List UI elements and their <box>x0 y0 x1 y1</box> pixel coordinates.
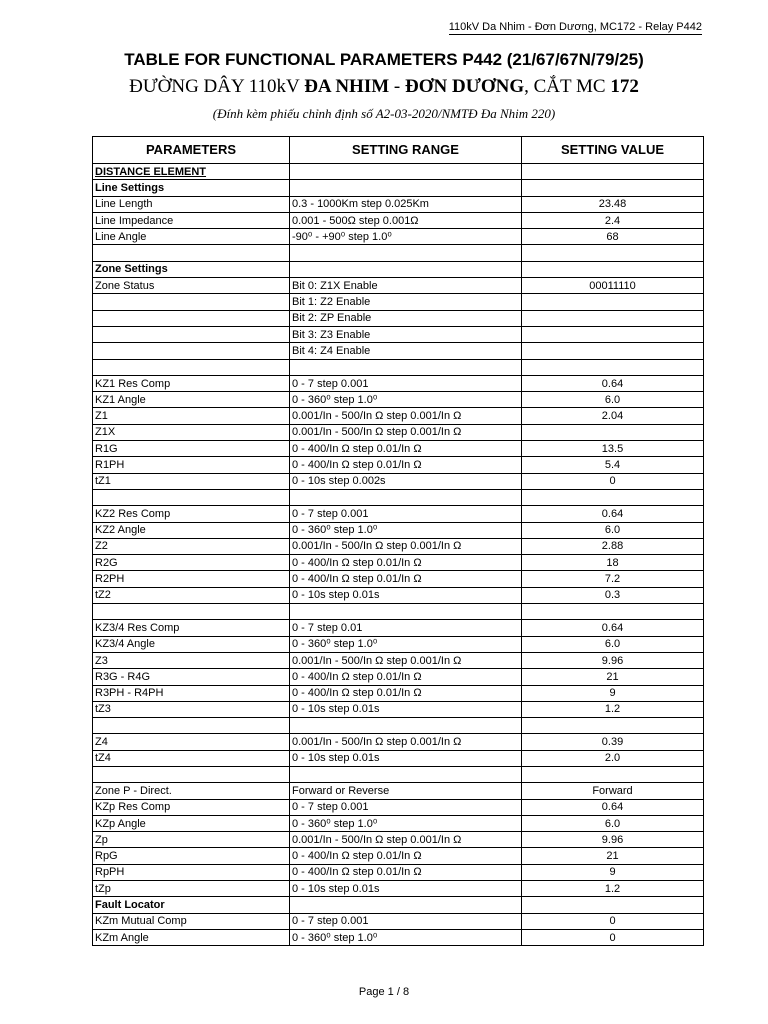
setting-value-cell <box>522 245 704 261</box>
parameter-cell: Z1X <box>93 424 290 440</box>
table-row <box>93 196 704 212</box>
setting-range-cell: 0 - 400/In Ω step 0.01/In Ω <box>290 669 522 685</box>
setting-range-cell: 0.001/In - 500/In Ω step 0.001/In Ω <box>290 734 522 750</box>
setting-range-cell: 0 - 10s step 0.002s <box>290 473 522 489</box>
parameter-cell: tZ3 <box>93 701 290 717</box>
parameter-cell <box>93 310 290 326</box>
parameter-cell: KZ3/4 Res Comp <box>93 620 290 636</box>
table-row <box>93 571 704 587</box>
setting-value-cell <box>522 180 704 196</box>
column-header-setting-range: SETTING RANGE <box>290 137 522 164</box>
parameter-cell: KZ1 Angle <box>93 392 290 408</box>
setting-value-cell <box>522 310 704 326</box>
parameter-cell: Line Impedance <box>93 212 290 228</box>
setting-value-cell <box>522 766 704 782</box>
parameter-cell: KZ3/4 Angle <box>93 636 290 652</box>
subtitle-part: ĐƯỜNG DÂY 110kV <box>129 76 305 97</box>
parameter-cell: Line Length <box>93 196 290 212</box>
table-row <box>93 620 704 636</box>
setting-range-cell: 0.001/In - 500/In Ω step 0.001/In Ω <box>290 652 522 668</box>
setting-value-cell: 0.64 <box>522 375 704 391</box>
parameter-cell: KZ2 Angle <box>93 522 290 538</box>
table-row <box>93 164 704 180</box>
table-row <box>93 783 704 799</box>
parameter-cell: Fault Locator <box>93 897 290 913</box>
setting-value-cell: 9 <box>522 685 704 701</box>
setting-range-cell: 0 - 400/In Ω step 0.01/In Ω <box>290 571 522 587</box>
setting-value-cell <box>522 343 704 359</box>
table-row <box>93 832 704 848</box>
setting-range-cell: 0.001/In - 500/In Ω step 0.001/In Ω <box>290 408 522 424</box>
setting-value-cell: 0.39 <box>522 734 704 750</box>
setting-value-cell <box>522 326 704 342</box>
parameter-cell: DISTANCE ELEMENT <box>93 164 290 180</box>
setting-range-cell: 0.001 - 500Ω step 0.001Ω <box>290 212 522 228</box>
parameter-cell: R3G - R4G <box>93 669 290 685</box>
table-row <box>93 799 704 815</box>
setting-range-cell: 0 - 400/In Ω step 0.01/In Ω <box>290 685 522 701</box>
setting-value-cell <box>522 424 704 440</box>
parameter-cell: R2PH <box>93 571 290 587</box>
setting-value-cell: 68 <box>522 229 704 245</box>
parameter-cell: R3PH - R4PH <box>93 685 290 701</box>
parameter-cell <box>93 489 290 505</box>
setting-value-cell: 23.48 <box>522 196 704 212</box>
parameter-cell <box>93 359 290 375</box>
setting-value-cell: 9.96 <box>522 832 704 848</box>
table-row <box>93 604 704 620</box>
parameter-cell <box>93 343 290 359</box>
setting-range-cell: Bit 4: Z4 Enable <box>290 343 522 359</box>
setting-range-cell: 0.001/In - 500/In Ω step 0.001/In Ω <box>290 424 522 440</box>
parameter-cell: Z2 <box>93 538 290 554</box>
subtitle-part: - <box>389 76 405 97</box>
table-row <box>93 766 704 782</box>
parameter-cell: tZ2 <box>93 587 290 603</box>
setting-range-cell: -90⁰ - +90⁰ step 1.0⁰ <box>290 229 522 245</box>
parameter-cell: R2G <box>93 555 290 571</box>
setting-range-cell <box>290 359 522 375</box>
subtitle-part: , CẮT MC <box>524 76 611 97</box>
table-row <box>93 734 704 750</box>
setting-value-cell: 6.0 <box>522 636 704 652</box>
table-row <box>93 278 704 294</box>
parameter-cell: Z4 <box>93 734 290 750</box>
subtitle-part-bold: 172 <box>610 76 639 97</box>
setting-value-cell <box>522 489 704 505</box>
setting-value-cell: 18 <box>522 555 704 571</box>
parameter-cell: Z3 <box>93 652 290 668</box>
parameter-cell: Zone Settings <box>93 261 290 277</box>
setting-value-cell: 1.2 <box>522 701 704 717</box>
table-row <box>93 913 704 929</box>
parameter-cell: KZp Angle <box>93 815 290 831</box>
parameter-cell: KZm Mutual Comp <box>93 913 290 929</box>
setting-value-cell: 1.2 <box>522 881 704 897</box>
setting-value-cell <box>522 164 704 180</box>
setting-range-cell <box>290 261 522 277</box>
table-row <box>93 555 704 571</box>
setting-range-cell: 0 - 10s step 0.01s <box>290 750 522 766</box>
setting-range-cell: 0 - 360⁰ step 1.0⁰ <box>290 929 522 945</box>
setting-value-cell: 2.04 <box>522 408 704 424</box>
setting-value-cell: 0.3 <box>522 587 704 603</box>
table-row <box>93 897 704 913</box>
table-row <box>93 457 704 473</box>
page-title: TABLE FOR FUNCTIONAL PARAMETERS P442 (21/67/67N/79/25) <box>124 50 644 69</box>
setting-value-cell: 21 <box>522 848 704 864</box>
setting-range-cell: 0 - 10s step 0.01s <box>290 881 522 897</box>
parameter-cell: RpG <box>93 848 290 864</box>
setting-range-cell: Bit 2: ZP Enable <box>290 310 522 326</box>
setting-range-cell: 0 - 400/In Ω step 0.01/In Ω <box>290 864 522 880</box>
parameter-cell: KZ1 Res Comp <box>93 375 290 391</box>
parameter-cell <box>93 326 290 342</box>
setting-range-cell: 0 - 10s step 0.01s <box>290 587 522 603</box>
setting-range-cell: 0 - 10s step 0.01s <box>290 701 522 717</box>
parameter-cell <box>93 245 290 261</box>
setting-range-cell: 0 - 7 step 0.001 <box>290 913 522 929</box>
setting-range-cell: 0 - 7 step 0.001 <box>290 506 522 522</box>
parameter-cell: tZp <box>93 881 290 897</box>
parameter-cell: KZ2 Res Comp <box>93 506 290 522</box>
table-row <box>93 473 704 489</box>
setting-value-cell: 2.88 <box>522 538 704 554</box>
parameter-cell: Line Angle <box>93 229 290 245</box>
setting-value-cell: 6.0 <box>522 522 704 538</box>
setting-range-cell <box>290 180 522 196</box>
table-header-row <box>93 137 704 164</box>
table-row <box>93 212 704 228</box>
table-row <box>93 408 704 424</box>
parameter-cell: R1PH <box>93 457 290 473</box>
table-row <box>93 685 704 701</box>
setting-range-cell: 0 - 7 step 0.01 <box>290 620 522 636</box>
parameter-cell <box>93 718 290 734</box>
table-row <box>93 538 704 554</box>
parameter-cell <box>93 604 290 620</box>
parameter-cell: KZm Angle <box>93 929 290 945</box>
table-body <box>93 164 704 946</box>
table-row <box>93 326 704 342</box>
parameter-cell: tZ1 <box>93 473 290 489</box>
setting-value-cell: 7.2 <box>522 571 704 587</box>
setting-range-cell: Bit 3: Z3 Enable <box>290 326 522 342</box>
setting-range-cell: 0 - 7 step 0.001 <box>290 375 522 391</box>
table-row <box>93 294 704 310</box>
setting-value-cell: 0.64 <box>522 799 704 815</box>
table-row <box>93 245 704 261</box>
setting-range-cell: Forward or Reverse <box>290 783 522 799</box>
setting-range-cell: 0 - 400/In Ω step 0.01/In Ω <box>290 457 522 473</box>
table-row <box>93 310 704 326</box>
setting-range-cell: 0 - 360⁰ step 1.0⁰ <box>290 522 522 538</box>
subtitle-part-bold: ĐƠN DƯƠNG <box>405 76 525 97</box>
setting-value-cell <box>522 897 704 913</box>
table-row <box>93 441 704 457</box>
attachment-note: (Đính kèm phiếu chỉnh định số A2-03-2020/NMTĐ Đa Nhim 220) <box>212 106 556 121</box>
setting-value-cell: 13.5 <box>522 441 704 457</box>
table-row <box>93 864 704 880</box>
table-row <box>93 424 704 440</box>
table-row <box>93 815 704 831</box>
table-row <box>93 750 704 766</box>
parameter-cell <box>93 294 290 310</box>
table-row <box>93 848 704 864</box>
setting-value-cell: 9.96 <box>522 652 704 668</box>
setting-value-cell <box>522 604 704 620</box>
setting-value-cell: 0 <box>522 473 704 489</box>
setting-range-cell: 0.001/In - 500/In Ω step 0.001/In Ω <box>290 538 522 554</box>
column-header-parameters: PARAMETERS <box>93 137 290 164</box>
setting-range-cell: 0 - 400/In Ω step 0.01/In Ω <box>290 441 522 457</box>
setting-value-cell: 0.64 <box>522 506 704 522</box>
document-header: 110kV Da Nhim - Đơn Dương, MC172 - Relay P442 <box>448 21 702 33</box>
setting-range-cell: 0.3 - 1000Km step 0.025Km <box>290 196 522 212</box>
table-row <box>93 229 704 245</box>
setting-range-cell: 0.001/In - 500/In Ω step 0.001/In Ω <box>290 832 522 848</box>
setting-value-cell: Forward <box>522 783 704 799</box>
parameter-cell: Zone P - Direct. <box>93 783 290 799</box>
table-row <box>93 180 704 196</box>
table-row <box>93 652 704 668</box>
table-row <box>93 375 704 391</box>
parameter-cell: R1G <box>93 441 290 457</box>
setting-value-cell: 6.0 <box>522 815 704 831</box>
setting-range-cell: 0 - 360⁰ step 1.0⁰ <box>290 636 522 652</box>
setting-range-cell <box>290 245 522 261</box>
table-row <box>93 522 704 538</box>
setting-range-cell <box>290 718 522 734</box>
table-row <box>93 669 704 685</box>
setting-value-cell: 0 <box>522 929 704 945</box>
setting-range-cell: 0 - 400/In Ω step 0.01/In Ω <box>290 848 522 864</box>
setting-range-cell: 0 - 360⁰ step 1.0⁰ <box>290 815 522 831</box>
column-header-setting-value: SETTING VALUE <box>522 137 704 164</box>
setting-value-cell: 2.0 <box>522 750 704 766</box>
parameter-cell: tZ4 <box>93 750 290 766</box>
setting-value-cell: 21 <box>522 669 704 685</box>
page-subtitle <box>0 76 768 98</box>
table-row <box>93 489 704 505</box>
table-row <box>93 359 704 375</box>
parameter-cell <box>93 766 290 782</box>
setting-range-cell: 0 - 360⁰ step 1.0⁰ <box>290 392 522 408</box>
table-row <box>93 929 704 945</box>
setting-range-cell <box>290 897 522 913</box>
setting-range-cell <box>290 164 522 180</box>
setting-range-cell: Bit 0: Z1X Enable <box>290 278 522 294</box>
setting-value-cell: 00011110 <box>522 278 704 294</box>
setting-range-cell <box>290 489 522 505</box>
setting-value-cell: 2.4 <box>522 212 704 228</box>
parameter-cell: KZp Res Comp <box>93 799 290 815</box>
setting-range-cell: 0 - 7 step 0.001 <box>290 799 522 815</box>
subtitle-part-bold: ĐA NHIM <box>304 76 390 97</box>
setting-range-cell: 0 - 400/In Ω step 0.01/In Ω <box>290 555 522 571</box>
table-row <box>93 506 704 522</box>
table-row <box>93 343 704 359</box>
setting-value-cell: 5.4 <box>522 457 704 473</box>
table-row <box>93 636 704 652</box>
parameter-cell: Line Settings <box>93 180 290 196</box>
setting-value-cell: 0 <box>522 913 704 929</box>
table-row <box>93 392 704 408</box>
page-number: Page 1 / 8 <box>358 986 410 998</box>
parameter-cell: Zone Status <box>93 278 290 294</box>
setting-value-cell <box>522 359 704 375</box>
setting-value-cell: 0.64 <box>522 620 704 636</box>
parameter-cell: RpPH <box>93 864 290 880</box>
table-row <box>93 261 704 277</box>
setting-value-cell <box>522 294 704 310</box>
setting-range-cell <box>290 766 522 782</box>
setting-value-cell: 6.0 <box>522 392 704 408</box>
setting-value-cell: 9 <box>522 864 704 880</box>
table-row <box>93 701 704 717</box>
parameter-cell: Z1 <box>93 408 290 424</box>
setting-value-cell <box>522 261 704 277</box>
table-row <box>93 587 704 603</box>
parameters-table <box>92 136 704 946</box>
setting-range-cell <box>290 604 522 620</box>
setting-range-cell: Bit 1: Z2 Enable <box>290 294 522 310</box>
table-row <box>93 881 704 897</box>
parameter-cell: Zp <box>93 832 290 848</box>
table-row <box>93 718 704 734</box>
setting-value-cell <box>522 718 704 734</box>
